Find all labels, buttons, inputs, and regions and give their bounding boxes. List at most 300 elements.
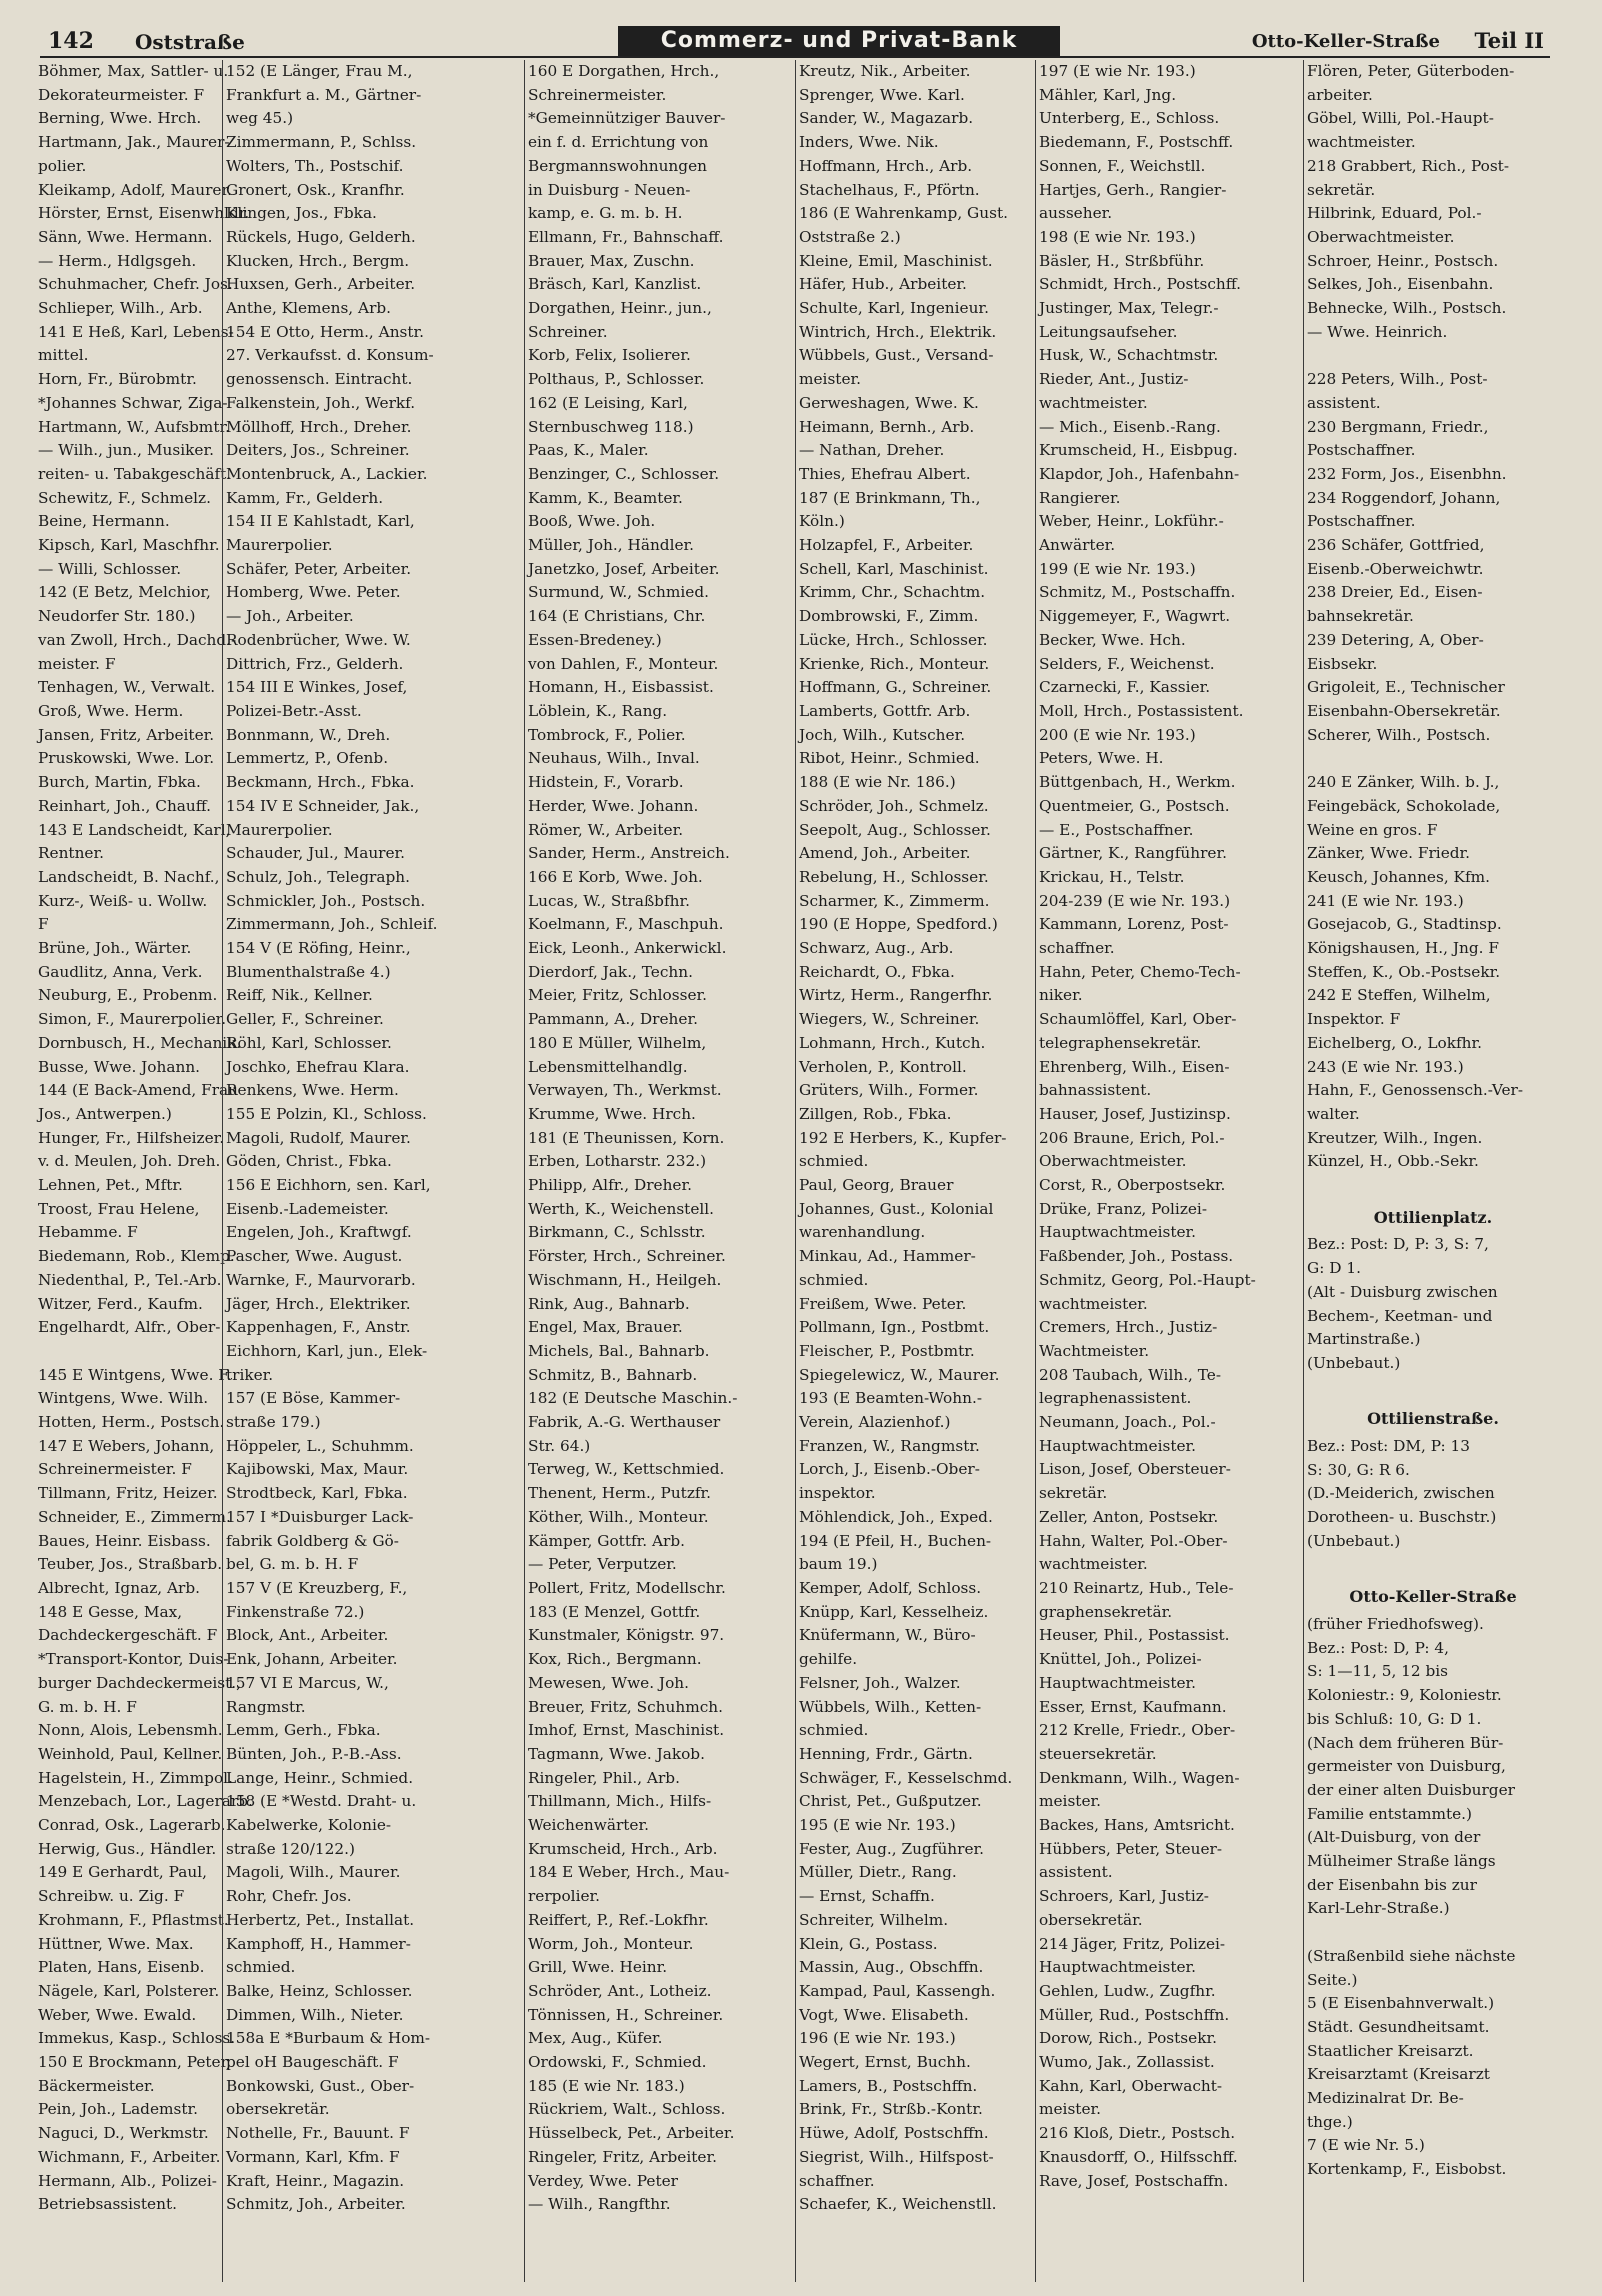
directory-entry-line: Oberwachtmeister. — [1307, 227, 1455, 246]
directory-entry-line: Krimm, Chr., Schachtm. — [799, 583, 986, 602]
directory-entry-line: Hagelstein, H., Zimmpol. — [38, 1768, 233, 1787]
directory-entry-line: Oberwachtmeister. — [1039, 1152, 1187, 1171]
directory-entry-line: Hebamme. F — [38, 1223, 138, 1242]
directory-entry-line: Ordowski, F., Schmied. — [528, 2053, 707, 2072]
directory-entry-line: Cremers, Hrch., Justiz- — [1039, 1318, 1218, 1337]
directory-entry-line: 210 Reinartz, Hub., Tele- — [1039, 1579, 1234, 1597]
directory-entry-line: Schreiner. — [528, 322, 608, 341]
directory-entry-line: bahnassistent. — [1039, 1081, 1152, 1100]
directory-entry-line: von Dahlen, F., Monteur. — [528, 654, 719, 673]
directory-entry-line: Wolters, Th., Postschif. — [226, 156, 404, 175]
directory-entry-line: Feingebäck, Schokolade, — [1307, 796, 1501, 815]
directory-entry-line: Franzen, W., Rangmstr. — [799, 1436, 980, 1455]
directory-entry-line: Meier, Fritz, Schlosser. — [528, 986, 708, 1005]
directory-entry-line: Hidstein, F., Vorarb. — [528, 773, 684, 792]
directory-entry-line: Herwig, Gus., Händler. — [38, 1839, 217, 1858]
directory-entry-line: Block, Ant., Arbeiter. — [226, 1626, 389, 1645]
directory-entry-line: Schmitz, Georg, Pol.-Haupt- — [1039, 1270, 1256, 1289]
directory-entry-line: Höppeler, L., Schuhmm. — [226, 1436, 414, 1455]
directory-entry-line: Schaefer, K., Weichenstll. — [799, 2195, 997, 2214]
directory-entry-line: Inspektor. F — [1307, 1010, 1401, 1029]
directory-entry-line: Rangmstr. — [226, 1697, 306, 1716]
directory-entry-line: Gronert, Osk., Kranfhr. — [226, 180, 405, 199]
directory-entry-line: 158a E *Burbaum & Hom- — [226, 2029, 431, 2048]
directory-entry-line: Bäsler, H., Strßbführ. — [1039, 251, 1205, 270]
directory-entry-line: Teuber, Jos., Straßbarb. — [38, 1555, 223, 1574]
directory-entry-line: 150 E Brockmann, Peter, — [38, 2053, 232, 2072]
directory-entry-line — [1307, 1554, 1559, 1578]
directory-entry-line: Kamm, Fr., Gelderh. — [226, 488, 384, 507]
directory-entry-line: 196 (E wie Nr. 193.) — [799, 2029, 956, 2048]
directory-entry-line: Dombrowski, F., Zimm. — [799, 607, 979, 626]
directory-entry-line: Krienke, Rich., Monteur. — [799, 654, 990, 673]
directory-entry-line: Verholen, P., Kontroll. — [799, 1057, 967, 1076]
directory-entry-line: Müller, Dietr., Rang. — [799, 1863, 957, 1882]
directory-entry-line: obersekretär. — [1039, 1910, 1143, 1929]
directory-entry-line: Platen, Hans, Eisenb. — [38, 1958, 205, 1977]
directory-entry-line: Weber, Wwe. Ewald. — [38, 2005, 197, 2024]
directory-entry-line: Hartmann, W., Aufsbmtr. — [38, 417, 230, 436]
directory-entry-line: Terweg, W., Kettschmied. — [528, 1460, 725, 1479]
directory-entry-line: baum 19.) — [799, 1555, 878, 1574]
directory-entry-line: Schuhmacher, Chefr. Jos. — [38, 275, 233, 294]
directory-entry-line: steuersekretär. — [1039, 1744, 1157, 1763]
directory-entry-line: Hoffmann, G., Schreiner. — [799, 678, 992, 697]
directory-entry-line: Dorgathen, Heinr., jun., — [528, 299, 712, 318]
directory-entry-line: — Wwe. Heinrich. — [1307, 322, 1448, 341]
directory-entry-line: Backes, Hans, Amtsricht. — [1039, 1816, 1235, 1835]
directory-entry-line: 154 III E Winkes, Josef, — [226, 678, 408, 697]
directory-entry-line: Hahn, F., Genossensch.-Ver- — [1307, 1081, 1524, 1100]
directory-entry-line: Philipp, Alfr., Dreher. — [528, 1176, 692, 1195]
directory-entry-line: Mex, Aug., Küfer. — [528, 2029, 663, 2048]
directory-entry-line: Joschko, Ehefrau Klara. — [226, 1057, 410, 1076]
directory-entry-line: Moll, Hrch., Postassistent. — [1039, 701, 1244, 720]
directory-entry-line: van Zwoll, Hrch., Dachd.- — [38, 630, 237, 649]
directory-entry-line: — Joh., Arbeiter. — [226, 607, 354, 626]
directory-entry-line: Kurz-, Weiß- u. Wollw. — [38, 891, 208, 910]
directory-entry-line: Joch, Wilh., Kutscher. — [799, 725, 966, 744]
street-section-heading: Otto-Keller-Straße — [1349, 1587, 1517, 1607]
directory-entry-line: wachtmeister. — [1039, 393, 1148, 412]
directory-entry-line: Corst, R., Oberpostsekr. — [1039, 1176, 1226, 1195]
directory-entry-line: Mülheimer Straße längs — [1307, 1852, 1496, 1871]
directory-entry-line: Reichardt, O., Fbka. — [799, 962, 955, 981]
directory-entry-line: Grüters, Wilh., Former. — [799, 1081, 979, 1100]
directory-entry-line: Wachtmeister. — [1039, 1341, 1150, 1360]
directory-entry-line: Selders, F., Weichenst. — [1039, 654, 1215, 673]
directory-entry-line: Essen-Bredeney.) — [528, 630, 662, 649]
directory-entry-line: Büttgenbach, H., Werkm. — [1039, 773, 1236, 792]
directory-entry-line: Lucas, W., Straßbfhr. — [528, 891, 690, 910]
directory-entry-line: Johannes, Gust., Kolonial — [799, 1199, 994, 1218]
directory-entry-line: Unterberg, E., Schloss. — [1039, 109, 1220, 128]
directory-entry-line: 186 (E Wahrenkamp, Gust. — [799, 204, 1008, 223]
directory-entry-line: 241 (E wie Nr. 193.) — [1307, 891, 1464, 910]
directory-entry-line: Christ, Pet., Gußputzer. — [799, 1792, 982, 1811]
directory-entry-line: Pascher, Wwe. August. — [226, 1247, 403, 1266]
column-4 — [795, 60, 1035, 2282]
directory-entry-line: Huxsen, Gerh., Arbeiter. — [226, 275, 416, 294]
directory-entry-line: Fabrik, A.-G. Werthauser — [528, 1413, 721, 1432]
directory-entry-line: 166 E Korb, Wwe. Joh. — [528, 867, 703, 886]
directory-entry-line: Kox, Rich., Bergmann. — [528, 1650, 702, 1669]
directory-entry-line: — Ernst, Schaffn. — [799, 1887, 935, 1906]
directory-entry-line: Köther, Wilh., Monteur. — [528, 1507, 709, 1526]
directory-entry-line: Bez.: Post: D, P: 3, S: 7, — [1307, 1235, 1489, 1254]
directory-entry-line: 162 (E Leising, Karl, — [528, 393, 688, 412]
directory-entry-line: Gaudlitz, Anna, Verk. — [38, 962, 203, 981]
directory-entry-line: Lamers, B., Postschffn. — [799, 2076, 978, 2095]
directory-entry-line: Vormann, Karl, Kfm. F — [226, 2147, 400, 2166]
directory-entry-line: Kleikamp, Adolf, Maurer. — [38, 180, 232, 199]
directory-entry-line: Czarnecki, F., Kassier. — [1039, 678, 1211, 697]
directory-entry-line: Heimann, Bernh., Arb. — [799, 417, 975, 436]
directory-entry-line — [1307, 344, 1559, 368]
directory-entry-line: 183 (E Menzel, Gottfr. — [528, 1602, 701, 1621]
directory-entry-line: 188 (E wie Nr. 186.) — [799, 773, 956, 792]
directory-entry-line: Scherer, Wilh., Postsch. — [1307, 725, 1491, 744]
directory-entry-line: Hartmann, Jak., Maurer- — [38, 133, 230, 152]
directory-entry-line: Klapdor, Joh., Hafenbahn- — [1039, 464, 1240, 483]
directory-entry-line: 157 (E Böse, Kammer- — [226, 1389, 401, 1408]
directory-entry-line: 157 V (E Kreuzberg, F., — [226, 1579, 408, 1597]
directory-entry-line: Bergmannswohnungen — [528, 156, 707, 175]
directory-entry-line: Dierdorf, Jak., Techn. — [528, 962, 693, 981]
directory-entry-line: 230 Bergmann, Friedr., — [1307, 417, 1489, 436]
directory-entry-line: 141 E Heß, Karl, Lebens- — [38, 322, 234, 341]
directory-entry-line: Wumo, Jak., Zollassist. — [1039, 2053, 1215, 2072]
directory-entry-line: Biedemann, Rob., Klemp. — [38, 1247, 235, 1266]
directory-entry-line: Schwäger, F., Kesselschmd. — [799, 1768, 1013, 1787]
directory-entry-line: polier. — [38, 156, 87, 175]
directory-entry-line: Wichmann, F., Arbeiter. — [38, 2147, 221, 2166]
directory-entry-line: 193 (E Beamten-Wohn.- — [799, 1389, 982, 1408]
directory-entry-line: 197 (E wie Nr. 193.) — [1039, 62, 1196, 80]
directory-entry-line: 195 (E wie Nr. 193.) — [799, 1816, 956, 1835]
directory-entry-line: Mähler, Karl, Jng. — [1039, 85, 1177, 104]
directory-entry-line: bis Schluß: 10, G: D 1. — [1307, 1709, 1482, 1728]
directory-entry-line: — Willi, Schlosser. — [38, 559, 182, 578]
directory-entry-line: Anthe, Klemens, Arb. — [226, 299, 392, 318]
directory-entry-line: arbeiter. — [1307, 85, 1373, 104]
directory-entry-line: Bez.: Post: DM, P: 13 — [1307, 1437, 1471, 1456]
directory-entry-line: Rink, Aug., Bahnarb. — [528, 1294, 690, 1313]
directory-entry-line: Maurerpolier. — [226, 536, 333, 555]
directory-entry-line: Becker, Wwe. Hch. — [1039, 630, 1186, 649]
directory-entry-line: Brink, Fr., Strßb.-Kontr. — [799, 2100, 983, 2119]
directory-entry-line: Ehrenberg, Wilh., Eisen- — [1039, 1057, 1230, 1076]
directory-entry-line: 145 E Wintgens, Wwe. F. — [38, 1365, 232, 1384]
directory-entry-line: Albrecht, Ignaz, Arb. — [38, 1579, 200, 1597]
directory-entry-line: Dekorateurmeister. F — [38, 85, 205, 104]
directory-entry-line: Lebensmittelhandlg. — [528, 1057, 688, 1076]
directory-entry-line: Conrad, Osk., Lagerarb. — [38, 1816, 226, 1835]
directory-entry-line: Löblein, K., Rang. — [528, 701, 668, 720]
directory-entry-line: 148 E Gesse, Max, — [38, 1602, 183, 1621]
directory-entry-line: Hauptwachtmeister. — [1039, 1436, 1197, 1455]
directory-entry-line: Wübbels, Wilh., Ketten- — [799, 1697, 982, 1716]
directory-entry-line: schaffner. — [799, 2171, 875, 2190]
directory-entry-line: Hunger, Fr., Hilfsheizer. — [38, 1128, 225, 1147]
directory-entry-line: Häfer, Hub., Arbeiter. — [799, 275, 967, 294]
directory-entry-line: (Unbebaut.) — [1307, 1353, 1401, 1372]
directory-entry-line: Eisenb.-Lademeister. — [226, 1199, 389, 1218]
directory-entry-line: Eisbsekr. — [1307, 654, 1378, 673]
directory-entry-line: Spiegelewicz, W., Maurer. — [799, 1365, 1000, 1384]
directory-entry-line: Hermann, Alb., Polizei- — [38, 2171, 217, 2190]
directory-entry-line: 182 (E Deutsche Maschin.- — [528, 1389, 738, 1408]
directory-entry-line: in Duisburg - Neuen- — [528, 180, 691, 199]
directory-entry-line: Tagmann, Wwe. Jakob. — [528, 1744, 705, 1763]
directory-entry-line: Schmitz, M., Postschaffn. — [1039, 583, 1236, 602]
directory-entry-line: Weber, Heinr., Lokführ.- — [1039, 512, 1224, 531]
directory-entry-line: 194 (E Pfeil, H., Buchen- — [799, 1531, 992, 1550]
directory-entry-line: Peters, Wwe. H. — [1039, 749, 1164, 768]
directory-entry-line: 214 Jäger, Fritz, Polizei- — [1039, 1934, 1226, 1953]
directory-entry-line: Neuburg, E., Probenm. — [38, 986, 218, 1005]
directory-entry-line: Kampad, Paul, Kassengh. — [799, 1981, 996, 2000]
directory-entry-line: S: 1—11, 5, 12 bis — [1307, 1662, 1449, 1681]
directory-entry-line: Verein, Alazienhof.) — [799, 1413, 951, 1432]
directory-entry-line: Niedenthal, P., Tel.-Arb. — [38, 1270, 222, 1289]
directory-entry-line: Sander, W., Magazarb. — [799, 109, 974, 128]
directory-entry-line: meister. F — [38, 654, 116, 673]
directory-entry-line: Knüpp, Karl, Kesselheiz. — [799, 1602, 989, 1621]
directory-entry-line: Massin, Aug., Obschffn. — [799, 1958, 984, 1977]
directory-entry-line: Freißem, Wwe. Peter. — [799, 1294, 967, 1313]
directory-entry-line: Frankfurt a. M., Gärtner- — [226, 85, 422, 104]
directory-entry-line: Kappenhagen, F., Anstr. — [226, 1318, 411, 1337]
directory-entry-line: Hartjes, Gerh., Rangier- — [1039, 180, 1227, 199]
directory-entry-line: Witzer, Ferd., Kaufm. — [38, 1294, 203, 1313]
directory-entry-line: Blumenthalstraße 4.) — [226, 962, 391, 981]
directory-entry-line: Wiegers, W., Schreiner. — [799, 1010, 980, 1029]
directory-entry-line: Schauder, Jul., Maurer. — [226, 844, 406, 863]
directory-entry-line: Scharmer, K., Zimmerm. — [799, 891, 990, 910]
directory-entry-line: schaffner. — [1039, 939, 1115, 958]
directory-entry-line: Neudorfer Str. 180.) — [38, 607, 196, 626]
directory-entry-line: 206 Braune, Erich, Pol.- — [1039, 1128, 1225, 1147]
directory-entry-line: 239 Detering, A, Ober- — [1307, 630, 1484, 649]
directory-entry-line: Bäckermeister. — [38, 2076, 155, 2095]
directory-entry-line: Landscheidt, B. Nachf., — [38, 867, 220, 886]
directory-entry-line: Knüttel, Joh., Polizei- — [1039, 1650, 1202, 1669]
directory-entry-line: Hauptwachtmeister. — [1039, 1223, 1197, 1242]
directory-entry-line: 190 (E Hoppe, Spedford.) — [799, 915, 998, 934]
directory-entry-line: Jäger, Hrch., Elektriker. — [226, 1294, 411, 1313]
directory-entry-line: Kunstmaler, Königstr. 97. — [528, 1626, 725, 1645]
directory-entry-line: Grill, Wwe. Heinr. — [528, 1958, 668, 1977]
directory-entry-line: Möhlendick, Joh., Exped. — [799, 1507, 993, 1526]
directory-entry-line: 234 Roggendorf, Johann, — [1307, 488, 1501, 507]
directory-entry-line: Göden, Christ., Fbka. — [226, 1152, 392, 1171]
directory-entry-line: Simon, F., Maurerpolier. — [38, 1010, 227, 1029]
directory-entry-line: meister. — [1039, 1792, 1101, 1811]
directory-entry-line: Sander, Herm., Anstreich. — [528, 844, 730, 863]
directory-entry-line: Hübbers, Peter, Steuer- — [1039, 1839, 1222, 1858]
directory-entry-line: (Nach dem früheren Bür- — [1307, 1733, 1504, 1752]
directory-entry-line: Dittrich, Frz., Gelderh. — [226, 654, 404, 673]
page-header — [40, 26, 1550, 58]
directory-entry-line: bel, G. m. b. H. F — [226, 1555, 359, 1574]
directory-entry-line: Schell, Karl, Maschinist. — [799, 559, 989, 578]
directory-entry-line: 232 Form, Jos., Eisenbhn. — [1307, 464, 1507, 483]
directory-entry-line: obersekretär. — [226, 2100, 330, 2119]
directory-entry-line: Hahn, Walter, Pol.-Ober- — [1039, 1531, 1228, 1550]
directory-entry-line: Amend, Joh., Arbeiter. — [799, 844, 971, 863]
directory-entry-line: Mewesen, Wwe. Joh. — [528, 1673, 689, 1692]
directory-entry-line: 181 (E Theunissen, Korn. — [528, 1128, 725, 1147]
directory-entry-line: Schmitz, Joh., Arbeiter. — [226, 2195, 406, 2214]
directory-entry-line: Homann, H., Eisbassist. — [528, 678, 714, 697]
directory-entry-line: 216 Kloß, Dietr., Postsch. — [1039, 2124, 1236, 2143]
directory-entry-line: Tillmann, Fritz, Heizer. — [38, 1484, 218, 1503]
directory-entry-line: Familie entstammte.) — [1307, 1804, 1473, 1823]
directory-entry-line: 187 (E Brinkmann, Th., — [799, 488, 981, 507]
directory-entry-line: Hotten, Herm., Postsch. — [38, 1413, 225, 1432]
directory-entry-line: Gosejacob, G., Stadtinsp. — [1307, 915, 1502, 934]
directory-entry-line: Bünten, Joh., P.-B.-Ass. — [226, 1744, 402, 1763]
directory-entry-line: Zillgen, Rob., Fbka. — [799, 1104, 952, 1123]
directory-entry-line: Koloniestr.: 9, Koloniestr. — [1307, 1686, 1502, 1705]
directory-entry-line: 228 Peters, Wilh., Post- — [1307, 370, 1488, 389]
directory-entry-line: 5 (E Eisenbahnverwalt.) — [1307, 1994, 1495, 2013]
directory-entry-line: (Unbebaut.) — [1307, 1531, 1401, 1550]
directory-entry-line: Michels, Bal., Bahnarb. — [528, 1341, 710, 1360]
directory-entry-line: 200 (E wie Nr. 193.) — [1039, 725, 1196, 744]
directory-entry-line: Korb, Felix, Isolierer. — [528, 346, 691, 365]
directory-entry-line: (D.-Meiderich, zwischen — [1307, 1484, 1495, 1503]
directory-entry-line: Beckmann, Hrch., Fbka. — [226, 773, 415, 792]
directory-entry-line: *Gemeinnütziger Bauver- — [528, 109, 726, 128]
directory-entry-line: Pollmann, Ign., Postbmt. — [799, 1318, 990, 1337]
directory-entry-line: fabrik Goldberg & Gö- — [226, 1531, 399, 1550]
directory-entry-line: Horn, Fr., Bürobmtr. — [38, 370, 197, 389]
directory-entry-line: 143 E Landscheidt, Karl, — [38, 820, 231, 839]
directory-entry-line: Bonnmann, W., Dreh. — [226, 725, 391, 744]
directory-entry-line: Naguci, D., Werkmstr. — [38, 2124, 209, 2143]
directory-entry-line: assistent. — [1039, 1863, 1113, 1882]
directory-entry-line: Rückels, Hugo, Gelderh. — [226, 227, 416, 246]
directory-entry-line: Krumscheid, Hrch., Arb. — [528, 1839, 718, 1858]
directory-entry-line: Böhmer, Max, Sattler- u. — [38, 62, 229, 80]
directory-entry-line: Homberg, Wwe. Peter. — [226, 583, 401, 602]
directory-entry-line: 164 (E Christians, Chr. — [528, 607, 706, 626]
directory-entry-line: Schwarz, Aug., Arb. — [799, 939, 954, 958]
directory-entry-line: Schreibw. u. Zig. F — [38, 1887, 185, 1906]
directory-entry-line: Ellmann, Fr., Bahnschaff. — [528, 227, 724, 246]
directory-entry-line: Rückriem, Walt., Schloss. — [528, 2100, 726, 2119]
part-label: Teil II — [1474, 28, 1544, 53]
directory-entry-line: 152 (E Länger, Frau M., — [226, 62, 413, 80]
directory-entry-line: Behnecke, Wilh., Postsch. — [1307, 299, 1507, 318]
directory-entry-line: Erben, Lotharstr. 232.) — [528, 1152, 707, 1171]
directory-entry-line: Koelmann, F., Maschpuh. — [528, 915, 724, 934]
directory-entry-line: Reinhart, Joh., Chauff. — [38, 796, 211, 815]
directory-entry-line: Finkenstraße 72.) — [226, 1602, 365, 1621]
directory-entry-line: Römer, W., Arbeiter. — [528, 820, 684, 839]
directory-entry-line: wachtmeister. — [1039, 1555, 1148, 1574]
directory-entry-line: Hoffmann, Hrch., Arb. — [799, 156, 973, 175]
directory-entry-line: 149 E Gerhardt, Paul, — [38, 1863, 207, 1882]
directory-entry-line: Schröder, Ant., Lotheiz. — [528, 1981, 712, 2000]
directory-entry-line — [1307, 747, 1559, 771]
directory-entry-line: Pammann, A., Dreher. — [528, 1010, 698, 1029]
directory-entry-line: G: D 1. — [1307, 1259, 1361, 1278]
directory-entry-line — [1307, 1376, 1559, 1400]
directory-entry-line: Baues, Heinr. Eisbass. — [38, 1531, 211, 1550]
directory-entry-line: Biedemann, F., Postschff. — [1039, 133, 1234, 152]
street-heading: Oststraße — [135, 30, 245, 54]
directory-entry-line: Medizinalrat Dr. Be- — [1307, 2089, 1464, 2108]
directory-entry-line: Str. 64.) — [528, 1436, 591, 1455]
directory-entry-line: Reiff, Nik., Kellner. — [226, 986, 373, 1005]
directory-entry-line: Rieder, Ant., Justiz- — [1039, 370, 1189, 389]
directory-entry-line: Kahn, Karl, Oberwacht- — [1039, 2076, 1223, 2095]
directory-entry-line: Wintrich, Hrch., Elektrik. — [799, 322, 997, 341]
directory-entry-line: Berning, Wwe. Hrch. — [38, 109, 202, 128]
directory-entry-line: Vogt, Wwe. Elisabeth. — [799, 2005, 969, 2024]
directory-entry-line: 142 (E Betz, Melchior, — [38, 583, 211, 602]
directory-entry-line: Paul, Georg, Brauer — [799, 1176, 954, 1195]
directory-entry-line: Heuser, Phil., Postassist. — [1039, 1626, 1230, 1645]
directory-entry-line: Rebelung, H., Schlosser. — [799, 867, 989, 886]
column-3 — [524, 60, 795, 2282]
directory-entry-line: Lange, Heinr., Schmied. — [226, 1768, 414, 1787]
directory-entry-line: Oststraße 2.) — [799, 227, 901, 246]
directory-entry-line: Staatlicher Kreisarzt. — [1307, 2041, 1474, 2060]
directory-entry-line: Hauptwachtmeister. — [1039, 1958, 1197, 1977]
directory-entry-line: Thenent, Herm., Putzfr. — [528, 1484, 712, 1503]
directory-entry-line: 208 Taubach, Wilh., Te- — [1039, 1365, 1222, 1384]
directory-entry-line: Eisenbahn-Obersekretär. — [1307, 701, 1501, 720]
directory-entry-line: Dorow, Rich., Postsekr. — [1039, 2029, 1217, 2048]
directory-entry-line: Balke, Heinz, Schlosser. — [226, 1981, 413, 2000]
directory-entry-line: Klein, G., Postass. — [799, 1934, 938, 1953]
directory-entry-line: Polizei-Betr.-Asst. — [226, 701, 362, 720]
directory-entry-line: Kammann, Lorenz, Post- — [1039, 915, 1229, 934]
column-6 — [1303, 60, 1559, 2282]
directory-entry-line: Schneider, E., Zimmerm. — [38, 1507, 231, 1526]
directory-entry-line: Thillmann, Mich., Hilfs- — [528, 1792, 712, 1811]
directory-entry-line: Kabelwerke, Kolonie- — [226, 1816, 392, 1835]
directory-entry-line: Städt. Gesundheitsamt. — [1307, 2017, 1490, 2036]
directory-entry-line: Brüne, Joh., Wärter. — [38, 939, 192, 958]
directory-entry-line: — Peter, Verputzer. — [528, 1555, 677, 1574]
directory-entry-line: Schäfer, Peter, Arbeiter. — [226, 559, 412, 578]
directory-entry-line: Fleischer, P., Postbmtr. — [799, 1341, 975, 1360]
directory-entry-line: *Transport-Kontor, Duis- — [38, 1650, 229, 1669]
directory-entry-line: Niggemeyer, F., Wagwrt. — [1039, 607, 1231, 626]
directory-entry-line: Krumscheid, H., Eisbpug. — [1039, 441, 1238, 460]
directory-entry-line: Schulz, Joh., Telegraph. — [226, 867, 410, 886]
directory-entry-line: Postschaffner. — [1307, 441, 1416, 460]
directory-entry-line: — Nathan, Dreher. — [799, 441, 945, 460]
directory-entry-line: Anwärter. — [1039, 536, 1116, 555]
directory-entry-line: 154 IV E Schneider, Jak., — [226, 796, 420, 815]
directory-entry-line: Lison, Josef, Obersteuer- — [1039, 1460, 1231, 1479]
directory-entry-line: Künzel, H., Obb.-Sekr. — [1307, 1152, 1479, 1171]
directory-entry-line: Engelhardt, Alfr., Ober- — [38, 1318, 221, 1337]
directory-entry-line: Warnke, F., Maurvorarb. — [226, 1270, 416, 1289]
directory-entry-line: Sprenger, Wwe. Karl. — [799, 85, 965, 104]
directory-entry-line: Lemmertz, P., Ofenb. — [226, 749, 389, 768]
directory-entry-line: Leitungsaufseher. — [1039, 322, 1178, 341]
directory-entry-line: Lamberts, Gottfr. Arb. — [799, 701, 971, 720]
directory-entry-line: Hilbrink, Eduard, Pol.- — [1307, 204, 1482, 223]
directory-entry-line: rerpolier. — [528, 1887, 601, 1906]
